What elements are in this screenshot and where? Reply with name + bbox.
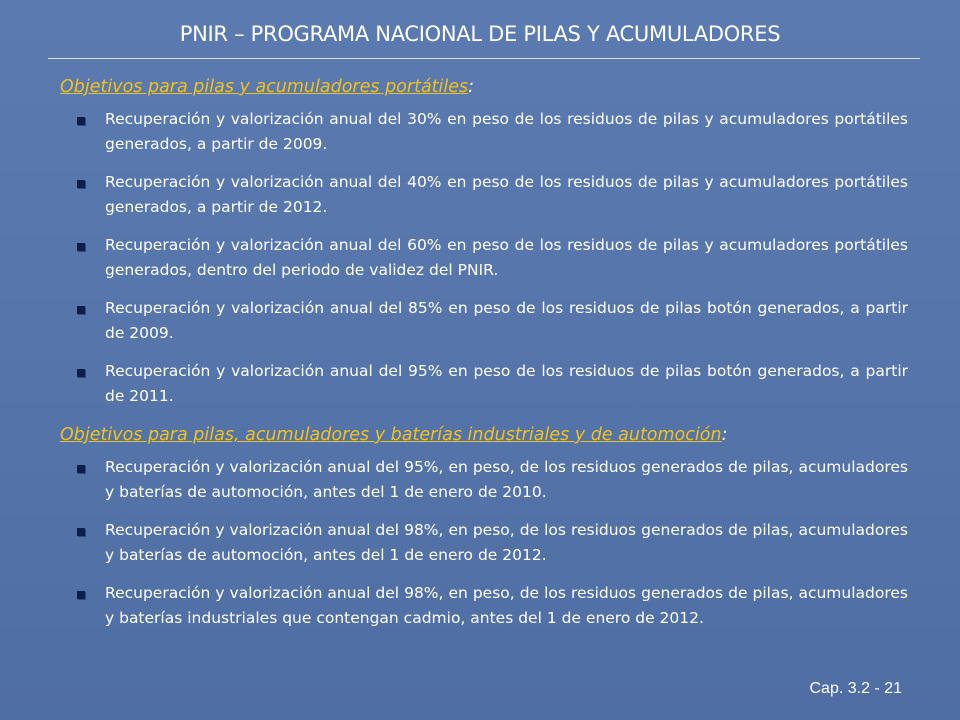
list-item-text: Recuperación y valorización anual del 95% en peso de los residuos de pilas botón generados, a partir de 2011.: [105, 362, 908, 405]
list-item-text: Recuperación y valorización anual del 40% en peso de los residuos de pilas y acumuladores portátiles generados, a partir de 2012.: [105, 173, 908, 216]
square-bullet-icon: [77, 591, 85, 599]
list-item: [60, 296, 908, 346]
list-item-text: Recuperación y valorización anual del 95%, en peso, de los residuos generados de pilas, acumuladores y baterías de automoción, antes del 1 de enero de 2010.: [105, 458, 908, 501]
square-bullet-icon: [77, 306, 85, 314]
square-bullet-icon: [77, 243, 85, 251]
objectives-list-industrial: [60, 455, 908, 631]
title-divider: [48, 58, 920, 59]
section-heading-colon: :: [721, 425, 728, 445]
square-bullet-icon: [77, 180, 85, 188]
list-item: [60, 359, 908, 409]
section-heading-colon: :: [468, 77, 475, 97]
list-item: [60, 233, 908, 283]
list-item-text: Recuperación y valorización anual del 85% en peso de los residuos de pilas botón generados, a partir de 2009.: [105, 299, 908, 342]
list-item-text: Recuperación y valorización anual del 98%, en peso, de los residuos generados de pilas, acumuladores y baterías industriales que contengan cadmio, antes del 1 de enero de 2012.: [105, 584, 908, 627]
list-item-text: Recuperación y valorización anual del 60% en peso de los residuos de pilas y acumuladores portátiles generados, dentro del periodo de validez del PNIR.: [105, 236, 908, 279]
slide-content: [60, 74, 908, 644]
list-item: [60, 455, 908, 505]
square-bullet-icon: [77, 528, 85, 536]
page-number: Cap. 3.2 - 21: [809, 680, 902, 697]
list-item: [60, 107, 908, 157]
objectives-list-portable: [60, 107, 908, 409]
slide-title: PNIR – PROGRAMA NACIONAL DE PILAS Y ACUMULADORES: [179, 22, 781, 46]
list-item: [60, 518, 908, 568]
square-bullet-icon: [77, 117, 85, 125]
section-heading-text: Objetivos para pilas y acumuladores portátiles: [60, 77, 469, 97]
section-heading-portable: [60, 74, 908, 100]
list-item: [60, 170, 908, 220]
section-heading-industrial: [60, 422, 908, 448]
square-bullet-icon: [77, 369, 85, 377]
section-heading-text: Objetivos para pilas, acumuladores y baterías industriales y de automoción: [60, 425, 722, 445]
list-item-text: Recuperación y valorización anual del 30% en peso de los residuos de pilas y acumuladores portátiles generados, a partir de 2009.: [105, 110, 908, 153]
list-item-text: Recuperación y valorización anual del 98%, en peso, de los residuos generados de pilas, acumuladores y baterías de automoción, antes del 1 de enero de 2012.: [105, 521, 908, 564]
square-bullet-icon: [77, 465, 85, 473]
list-item: [60, 581, 908, 631]
